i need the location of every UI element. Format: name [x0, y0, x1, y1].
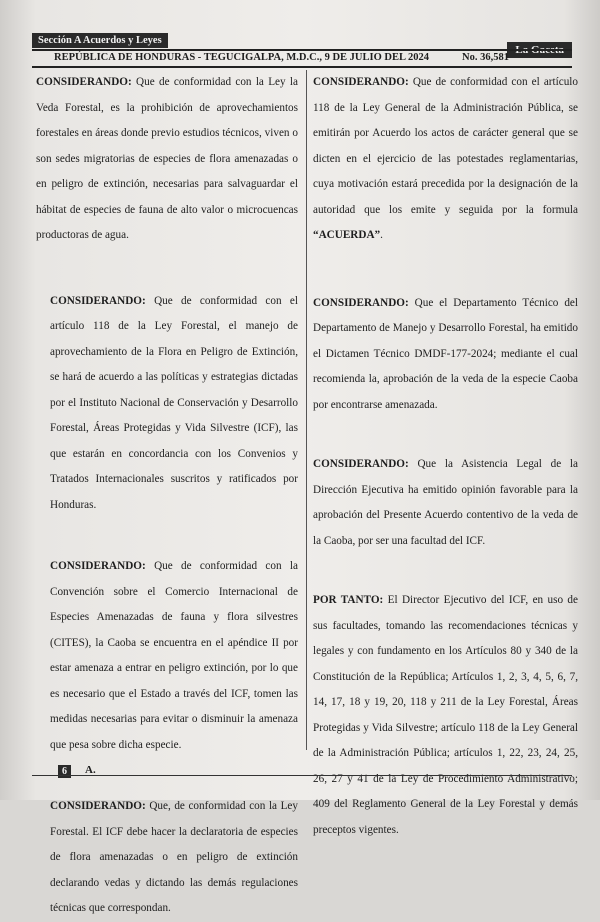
paragraph-body: Que la Asistencia Legal de la Dirección Ejecutiva ha emitido opinión favorable para la aprobación del Presente Acuerdo contentivo de la veda de la Caoba, por ser una facultad del ICF.	[313, 458, 578, 547]
paragraph-body: Que, de conformidad con la Ley Forestal. El ICF debe hacer la declaratoria de especies de flora amenazadas o en peligro de extinción declarando vedas y dictando las demás regulaciones técnicas que correspondan.	[50, 800, 298, 914]
paragraph-heading: POR TANTO:	[313, 594, 384, 606]
page-number: 6	[58, 765, 71, 778]
considerando-paragraph	[313, 452, 578, 554]
acuerda-emphasis: “ACUERDA”	[313, 229, 381, 241]
paragraph-heading: CONSIDERANDO:	[313, 458, 409, 470]
right-column	[313, 70, 578, 843]
paragraph-heading: CONSIDERANDO:	[50, 800, 146, 812]
left-column	[36, 70, 298, 922]
paragraph-heading: CONSIDERANDO:	[313, 296, 409, 309]
column-divider	[306, 70, 307, 750]
por-tanto-paragraph	[313, 588, 578, 843]
section-label: Sección A Acuerdos y Leyes	[32, 33, 168, 48]
paragraph-heading: CONSIDERANDO:	[50, 560, 146, 572]
paragraph-body: Que de conformidad con el artículo 118 de la Ley General de la Administración Pública, se emitirán por Acuerdo los actos de carácter general que se dicten en el ejercicio de las potestades reglamentarias, cuya motivación estará precedida por la designación de la autoridad que los emite y seguida por la formula	[313, 76, 578, 216]
paragraph-heading: CONSIDERANDO:	[36, 76, 132, 88]
considerando-paragraph	[36, 794, 298, 922]
paragraph-body: El Director Ejecutivo del ICF, en uso de sus facultades, tomando las recomendaciones técnicas y legales y con fundamento en los Artículos 80 y 340 de la Constitución de la República; Artículos 1, 2, 3, 4, 5, 6, 7, 14, 17, 18 y 19, 20, 118 y 211 de la Ley Forestal, Áreas Protegidas y Vida Silvestre; artículo 118 de la Ley General de la Administración Pública; artículos 1, 22, 23, 24, 25, 26, 27 y 41 de la Ley de Procedimiento Administrativo; 409 del Reglamento General de la Ley Forestal y demás preceptos vigentes.	[313, 594, 578, 836]
paragraph-heading: CONSIDERANDO:	[50, 294, 146, 307]
issue-number: No. 36,581	[462, 52, 509, 63]
considerando-paragraph	[36, 289, 298, 519]
masthead-text: REPÚBLICA DE HONDURAS - TEGUCIGALPA, M.D.C., 9 DE JULIO DEL 2024	[54, 52, 430, 63]
footer-rule	[32, 775, 572, 776]
paragraph-body: Que de conformidad con la Ley la Veda Forestal, es la prohibición de aprovechamientos forestales en áreas donde previo estudios técnicos, viven o son sedes migratorias de especies de flora amenazadas o en peligro de extinción, necesarias para salvaguardar el hábitat de especies de fauna de alto valor o microcuencas productoras de agua.	[36, 76, 298, 241]
publication-name: La Gaceta	[507, 42, 572, 58]
paragraph-heading: CONSIDERANDO:	[313, 76, 409, 88]
paragraph-body: Que el Departamento Técnico del Departamento de Manejo y Desarrollo Forestal, ha emitido el Dictamen Técnico DMDF-177-2024; mediante el cual recomienda la, aprobación de la veda de la especie Caoba por encontrarse amenazada.	[313, 296, 578, 411]
considerando-paragraph	[36, 70, 298, 249]
header-rule	[32, 66, 572, 68]
considerando-paragraph	[313, 291, 578, 419]
paragraph-tail: .	[380, 229, 383, 241]
considerando-paragraph	[36, 554, 298, 758]
paragraph-body: Que de conformidad con el artículo 118 de la Ley Forestal, el manejo de aprovechamiento de la Flora en Peligro de Extinción, se hará de acuerdo a las políticas y estrategias dictadas por el Instituto Nacional de Conservación y Desarrollo Forestal, Áreas Protegidas y Vida Silvestre (ICF), las que estarán en concordancia con los Convenios y Tratados Internacionales suscritos y ratificados por Honduras.	[50, 294, 298, 511]
masthead	[32, 51, 572, 65]
paragraph-body: Que de conformidad con la Convención sobre el Comercio Internacional de Especies Amenazadas de fauna y flora silvestres (CITES), la Caoba se encuentra en el apéndice II por estar amenaza a entrar en peligro extinción, por lo que es necesario que el Estado a través del ICF, tomen las medidas necesarias para evitar o disminuir la amenaza que pesa sobre dicha especie.	[50, 560, 298, 751]
considerando-paragraph	[313, 70, 578, 249]
page-letter: A.	[85, 764, 96, 776]
